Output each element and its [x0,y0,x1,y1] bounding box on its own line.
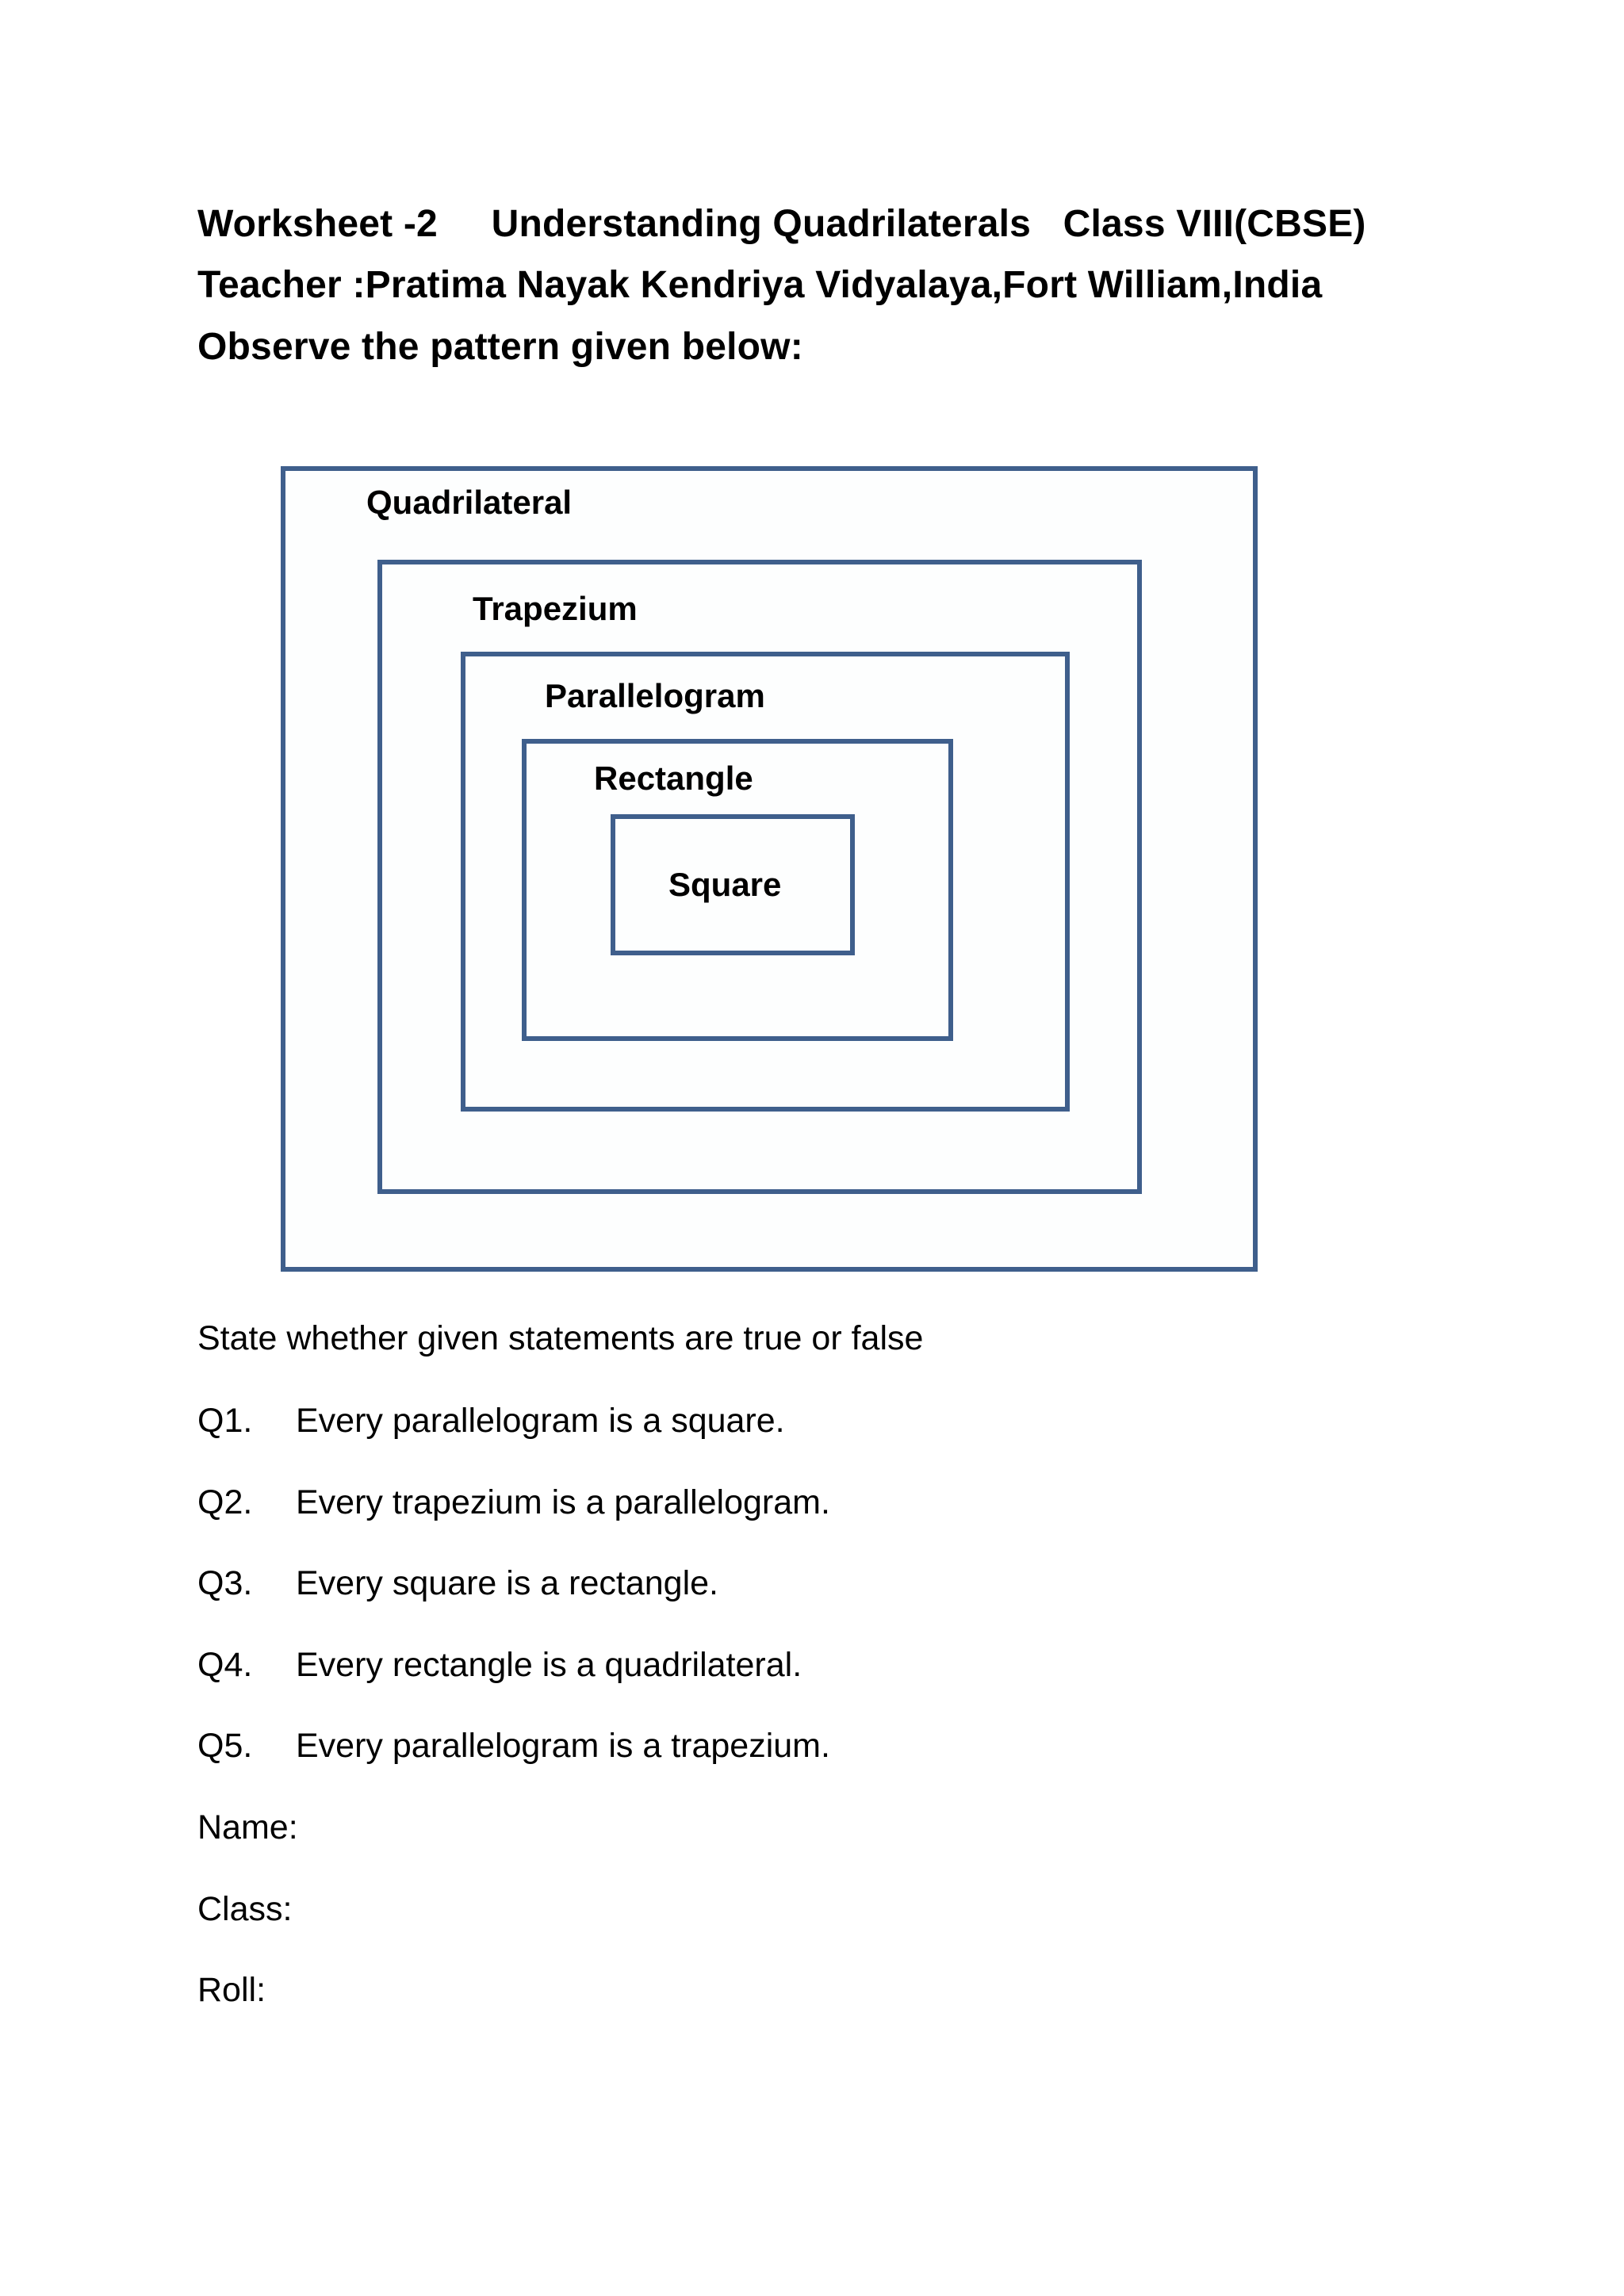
question-text: Every trapezium is a parallelogram. [296,1483,830,1521]
question-text: Every parallelogram is a square. [296,1402,785,1440]
square-label: Square [668,866,782,903]
question-text: Every parallelogram is a trapezium. [296,1727,830,1765]
question-number: Q3. [197,1564,253,1602]
trapezium-label: Trapezium [473,590,638,627]
rectangle-label: Rectangle [594,760,753,797]
class-field-label: Class: [197,1890,293,1928]
observe-instruction: Observe the pattern given below: [197,326,803,368]
name-field-label: Name: [197,1808,298,1846]
question-text: Every square is a rectangle. [296,1564,718,1602]
question-number: Q5. [197,1727,253,1765]
question-text: Every rectangle is a quadrilateral. [296,1646,802,1684]
question-number: Q4. [197,1646,253,1684]
parallelogram-label: Parallelogram [545,677,765,714]
roll-field-label: Roll: [197,1971,266,2009]
question-number: Q2. [197,1483,253,1521]
teacher-line: Teacher :Pratima Nayak Kendriya Vidyalaya,Fort William,India [197,264,1323,306]
true-false-instruction: State whether given statements are true or false [197,1319,924,1357]
question-number: Q1. [197,1402,253,1440]
quadrilateral-label: Quadrilateral [366,484,573,521]
worksheet-title: Worksheet -2 Understanding Quadrilaterals Class VIII(CBSE) [197,203,1366,245]
